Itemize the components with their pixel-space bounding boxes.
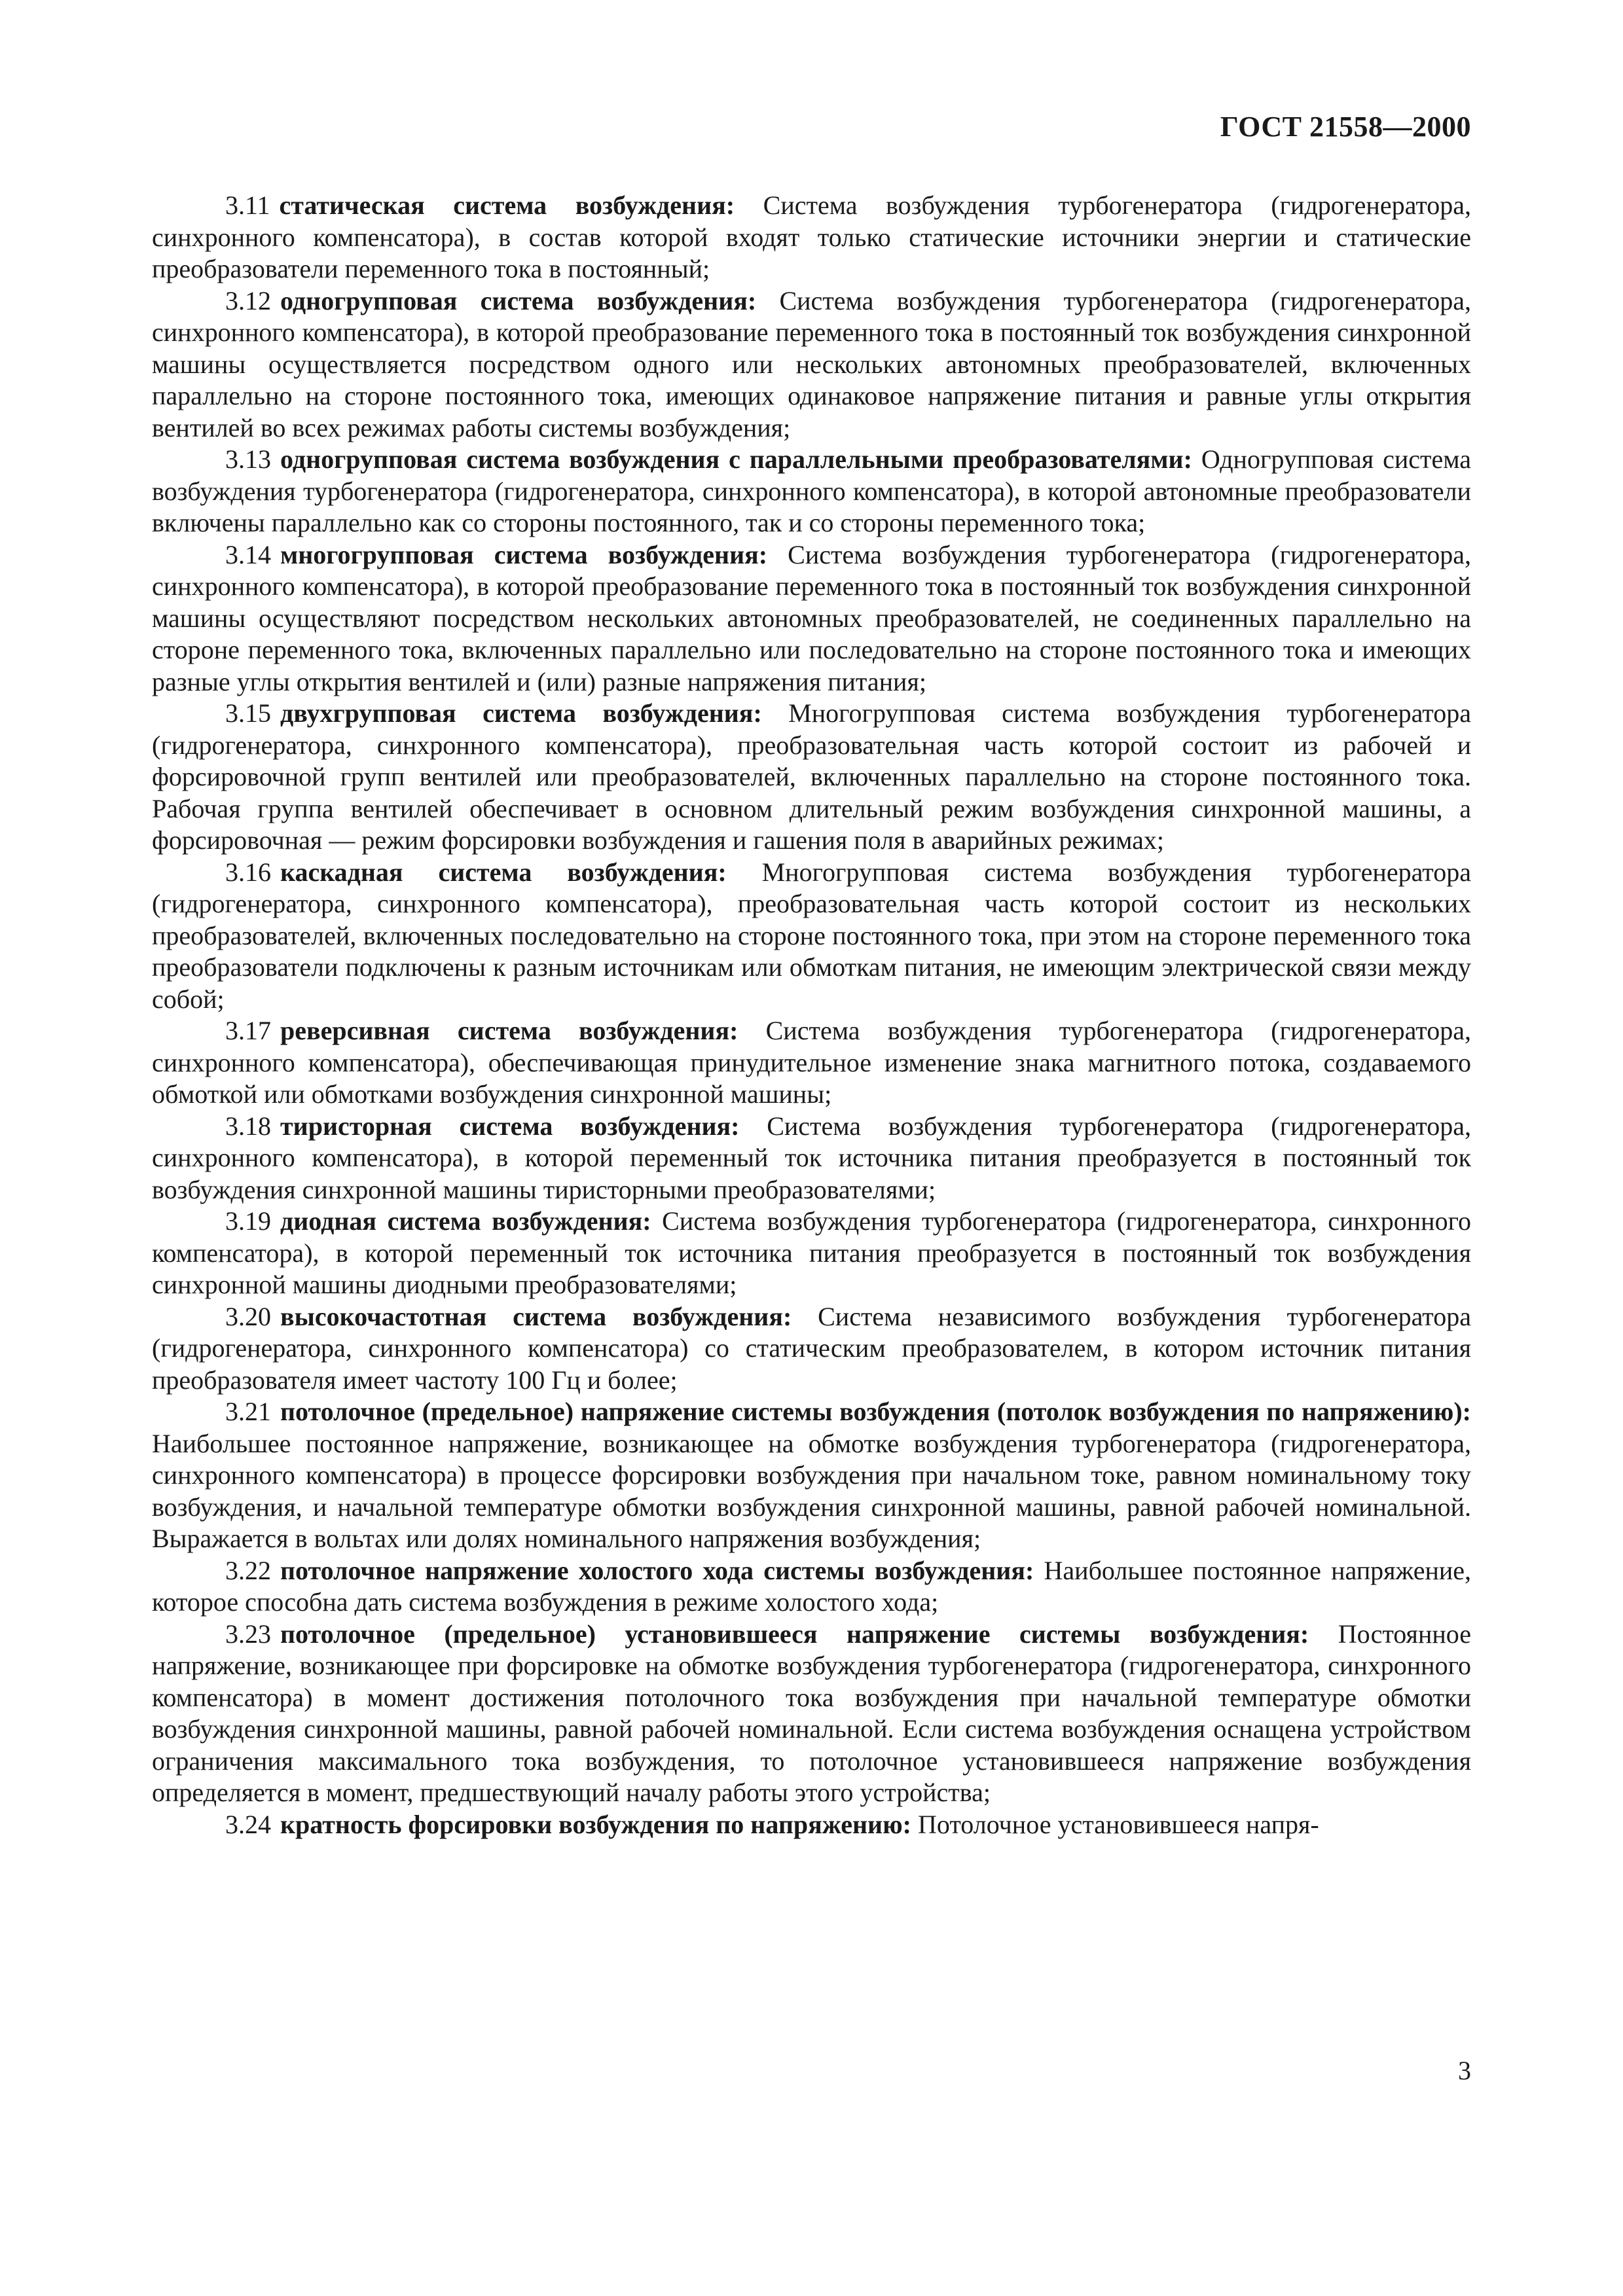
definition-text: Система возбуждения турбогенератора (гидрогенератора, синхронного компенсатора), в которой переменный ток источника питания преобразуется в постоянный ток возбуждения синхронной машины диодными преобразователями; [152, 1206, 1471, 1299]
clause-number: 3.23 [225, 1619, 271, 1649]
term-name: каскадная система возбуждения: [280, 857, 727, 887]
term-name: двухгрупповая система возбуждения: [280, 698, 762, 728]
definition-paragraph [152, 539, 1471, 698]
clause-number: 3.16 [225, 857, 271, 887]
clause-number: 3.19 [225, 1206, 271, 1236]
term-name: многогрупповая система возбуждения: [280, 539, 768, 569]
definition-paragraph [152, 1396, 1471, 1555]
definition-text: Наибольшее постоянное напряжение, возникающее на обмотке возбуждения турбогенератора (гидрогенератора, синхронного компенсатора) в процессе форсировки возбуждения при начальном токе, равном номинальному току возбуждения, и начальной температуре обмотки возбуждения синхронной машины, равной рабочей номинальной. Выражается в вольтах или долях номинального напряжения возбуждения; [152, 1428, 1471, 1553]
clause-number: 3.14 [225, 539, 271, 569]
definition-text: Система независимого возбуждения турбогенератора (гидрогенератора, синхронного компенсатора) со статическим преобразователем, в котором источник питания преобразователя имеет частоту 100 Гц и более; [152, 1301, 1472, 1395]
definition-text: Постоянное напряжение, возникающее при форсировке на обмотке возбуждения турбогенератора (гидрогенератора, синхронного компенсатора) в момент достижения потолочного тока возбуждения при начальной температуре обмотки возбуждения синхронной машины, равной рабочей номинальной. Если система возбуждения оснащена устройством ограничения максимального тока возбуждения, то потолочное установившееся напряжение возбуждения определяется в момент, предшествующий началу работы этого устройства; [152, 1619, 1471, 1807]
definition-paragraph [152, 1555, 1471, 1619]
term-name: одногрупповая система возбуждения: [280, 285, 757, 315]
page-number: 3 [1458, 2056, 1471, 2085]
definition-paragraph [152, 1206, 1471, 1301]
clause-number: 3.12 [225, 285, 271, 315]
definition-paragraph [152, 1619, 1471, 1809]
definition-paragraph [152, 285, 1471, 444]
clause-number: 3.18 [225, 1111, 271, 1141]
term-name: реверсивная система возбуждения: [280, 1016, 739, 1045]
document-body [152, 190, 1471, 1840]
document-code: ГОСТ 21558—2000 [1220, 111, 1471, 143]
term-name: высокочастотная система возбуждения: [280, 1301, 792, 1331]
clause-number: 3.22 [225, 1555, 271, 1585]
definition-paragraph [152, 1015, 1471, 1111]
term-name: потолочное напряжение холостого хода системы возбуждения: [280, 1555, 1034, 1585]
term-name: статическая система возбуждения: [279, 190, 735, 220]
definition-paragraph [152, 698, 1471, 857]
definition-text: Многогрупповая система возбуждения турбогенератора (гидрогенератора, синхронного компенсатора), преобразовательная часть которой состоит из нескольких преобразователей, включенных последовательно на стороне постоянного тока, при этом на стороне переменного тока преобразователи подключены к разным источникам или обмоткам питания, не имеющим электрической связи между собой; [152, 857, 1472, 1014]
term-name: потолочное (предельное) напряжение системы возбуждения (потолок возбуждения по напряжению): [280, 1397, 1471, 1426]
term-name: диодная система возбуждения: [280, 1206, 651, 1236]
definition-text: Система возбуждения турбогенератора (гидрогенератора, синхронного компенсатора), в которой переменный ток источника питания преобразуется в постоянный ток возбуждения синхронной машины тиристорными преобразователями; [152, 1111, 1472, 1204]
definition-text: Одногрупповая система возбуждения турбогенератора (гидрогенератора, синхронного компенсатора), в которой автономные преобразователи включены параллельно как со стороны постоянного, так и со стороны переменного тока; [152, 444, 1472, 537]
clause-number: 3.15 [225, 698, 271, 728]
clause-number: 3.17 [225, 1016, 271, 1045]
definition-paragraph [152, 857, 1471, 1016]
definition-text: Наибольшее постоянное напряжение, которое способна дать система возбуждения в режиме холостого хода; [152, 1555, 1472, 1617]
definition-text: Система возбуждения турбогенератора (гидрогенератора, синхронного компенсатора), обеспечивающая принудительное изменение знака магнитного потока, создаваемого обмоткой или обмотками возбуждения синхронной машины; [152, 1016, 1471, 1109]
clause-number: 3.13 [225, 444, 271, 474]
definition-paragraph [152, 1301, 1471, 1397]
definition-paragraph [152, 1809, 1471, 1841]
clause-number: 3.24 [225, 1809, 271, 1839]
definition-text: Система возбуждения турбогенератора (гидрогенератора, синхронного компенсатора), в состав которой входят только статические источники энергии и статические преобразователи переменного тока в постоянный; [152, 190, 1472, 283]
clause-number: 3.21 [225, 1397, 271, 1426]
definition-text: Многогрупповая система возбуждения турбогенератора (гидрогенератора, синхронного компенсатора), преобразовательная часть которой состоит из рабочей и форсировочной групп вентилей или преобразователей, включенных параллельно на стороне постоянного тока. Рабочая группа вентилей обеспечивает в основном длительный режим возбуждения синхронной машины, а форсировочная — режим форсировки возбуждения и гашения поля в аварийных режимах; [152, 698, 1471, 855]
term-name: тиристорная система возбуждения: [280, 1111, 740, 1141]
definition-paragraph [152, 1111, 1471, 1206]
clause-number: 3.20 [225, 1301, 271, 1331]
clause-number: 3.11 [225, 190, 270, 220]
term-name: потолочное (предельное) установившееся напряжение системы возбуждения: [280, 1619, 1309, 1649]
term-name: кратность форсировки возбуждения по напряжению: [280, 1809, 911, 1839]
definition-text: Потолочное установившееся напря- [917, 1809, 1319, 1839]
definition-paragraph [152, 444, 1471, 539]
definition-text: Система возбуждения турбогенератора (гидрогенератора, синхронного компенсатора), в которой преобразование переменного тока в постоянный ток возбуждения синхронной машины осуществляется посредством одного или нескольких автономных преобразователей, включенных параллельно на стороне постоянного тока, имеющих одинаковое напряжение питания и равные углы открытия вентилей во всех режимах работы системы возбуждения; [152, 285, 1472, 442]
term-name: одногрупповая система возбуждения с параллельными преобразователями: [280, 444, 1192, 474]
definition-text: Система возбуждения турбогенератора (гидрогенератора, синхронного компенсатора), в которой преобразование переменного тока в постоянный ток возбуждения синхронной машины осуществляют посредством нескольких автономных преобразователей, не соединенных параллельно на стороне переменного тока, включенных параллельно или последовательно на стороне постоянного тока и имеющих разные углы открытия вентилей и (или) разные напряжения питания; [152, 539, 1472, 696]
definition-paragraph [152, 190, 1471, 285]
